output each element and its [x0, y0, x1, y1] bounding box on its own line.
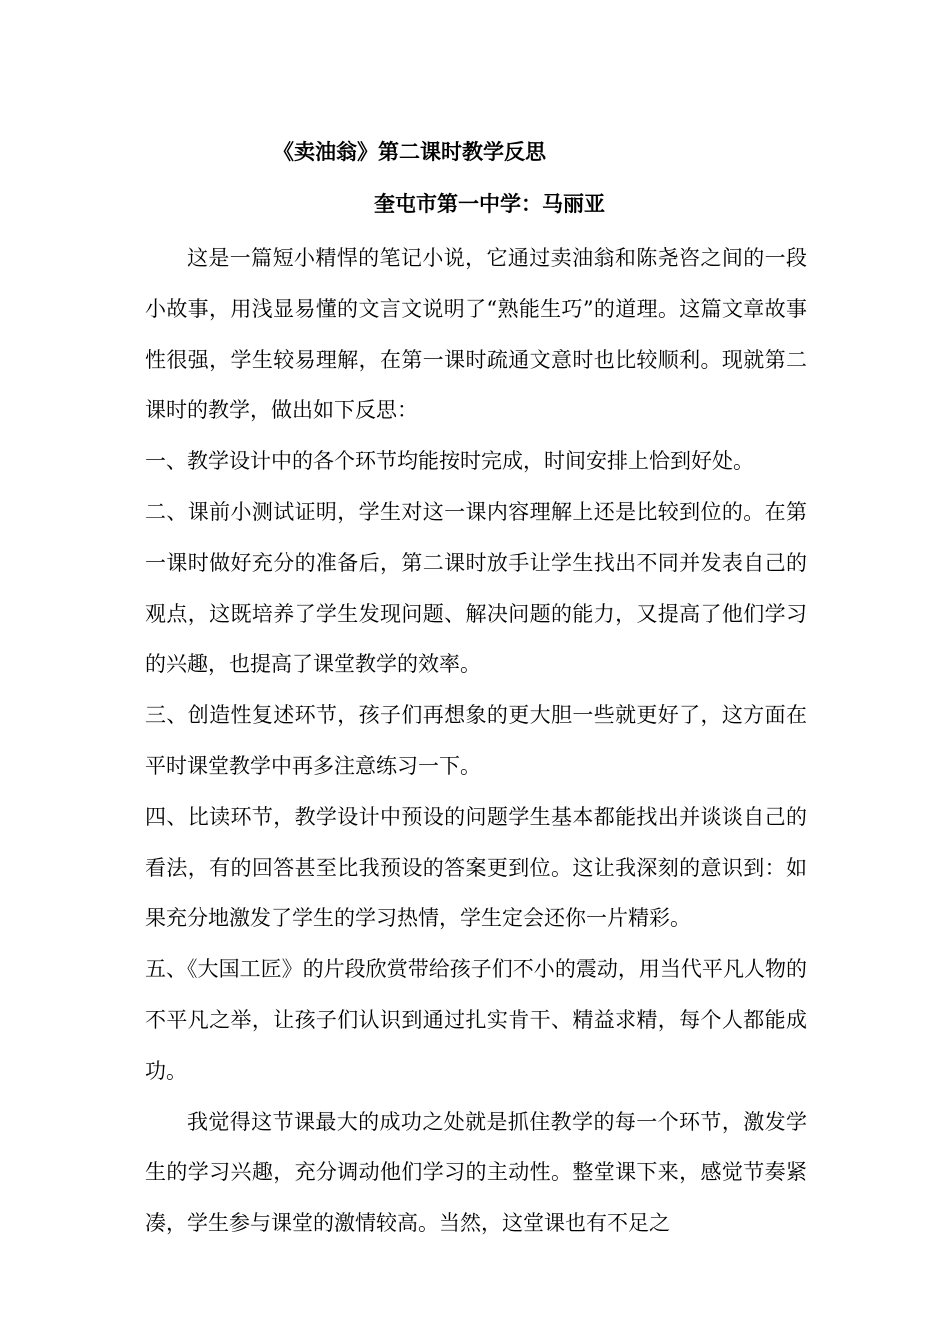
- document-title: 《卖油翁》第二课时教学反思: [273, 140, 546, 164]
- paragraph-point-3: 三、创造性复述环节，孩子们再想象的更大胆一些就更好了，这方面在平时课堂教学中再多注意练习一下。: [145, 703, 807, 778]
- paragraph-point-2: 二、课前小测试证明，学生对这一课内容理解上还是比较到位的。在第一课时做好充分的准备后，第二课时放手让学生找出不同并发表自己的观点，这既培养了学生发现问题、解决问题的能力，又提高了他们学习的兴趣，也提高了课堂教学的效率。: [145, 499, 807, 677]
- paragraph-conclusion: 我觉得这节课最大的成功之处就是抓住教学的每一个环节，激发学生的学习兴趣，充分调动他们学习的主动性。整堂课下来，感觉节奏紧凑，学生参与课堂的激情较高。当然，这堂课也有不足之: [145, 1109, 807, 1236]
- paragraph-point-5: 五、《大国工匠》的片段欣赏带给孩子们不小的震动，用当代平凡人物的不平凡之举，让孩子们认识到通过扎实肯干、精益求精，每个人都能成功。: [145, 957, 807, 1083]
- document-author: 奎屯市第一中学：马丽亚: [374, 192, 605, 216]
- paragraph-intro: 这是一篇短小精悍的笔记小说，它通过卖油翁和陈尧咨之间的一段小故事，用浅显易懂的文言文说明了“熟能生巧”的道理。这篇文章故事性很强，学生较易理解，在第一课时疏通文意时也比较顺利。现就第二课时的教学，做出如下反思：: [145, 246, 807, 423]
- document-body: [145, 233, 807, 1249]
- paragraph-point-4: 四、比读环节，教学设计中预设的问题学生基本都能找出并谈谈自己的看法，有的回答甚至比我预设的答案更到位。这让我深刻的意识到：如果充分地激发了学生的学习热情，学生定会还你一片精彩。: [145, 804, 807, 931]
- paragraph-point-1: 一、教学设计中的各个环节均能按时完成，时间安排上恰到好处。: [145, 449, 754, 474]
